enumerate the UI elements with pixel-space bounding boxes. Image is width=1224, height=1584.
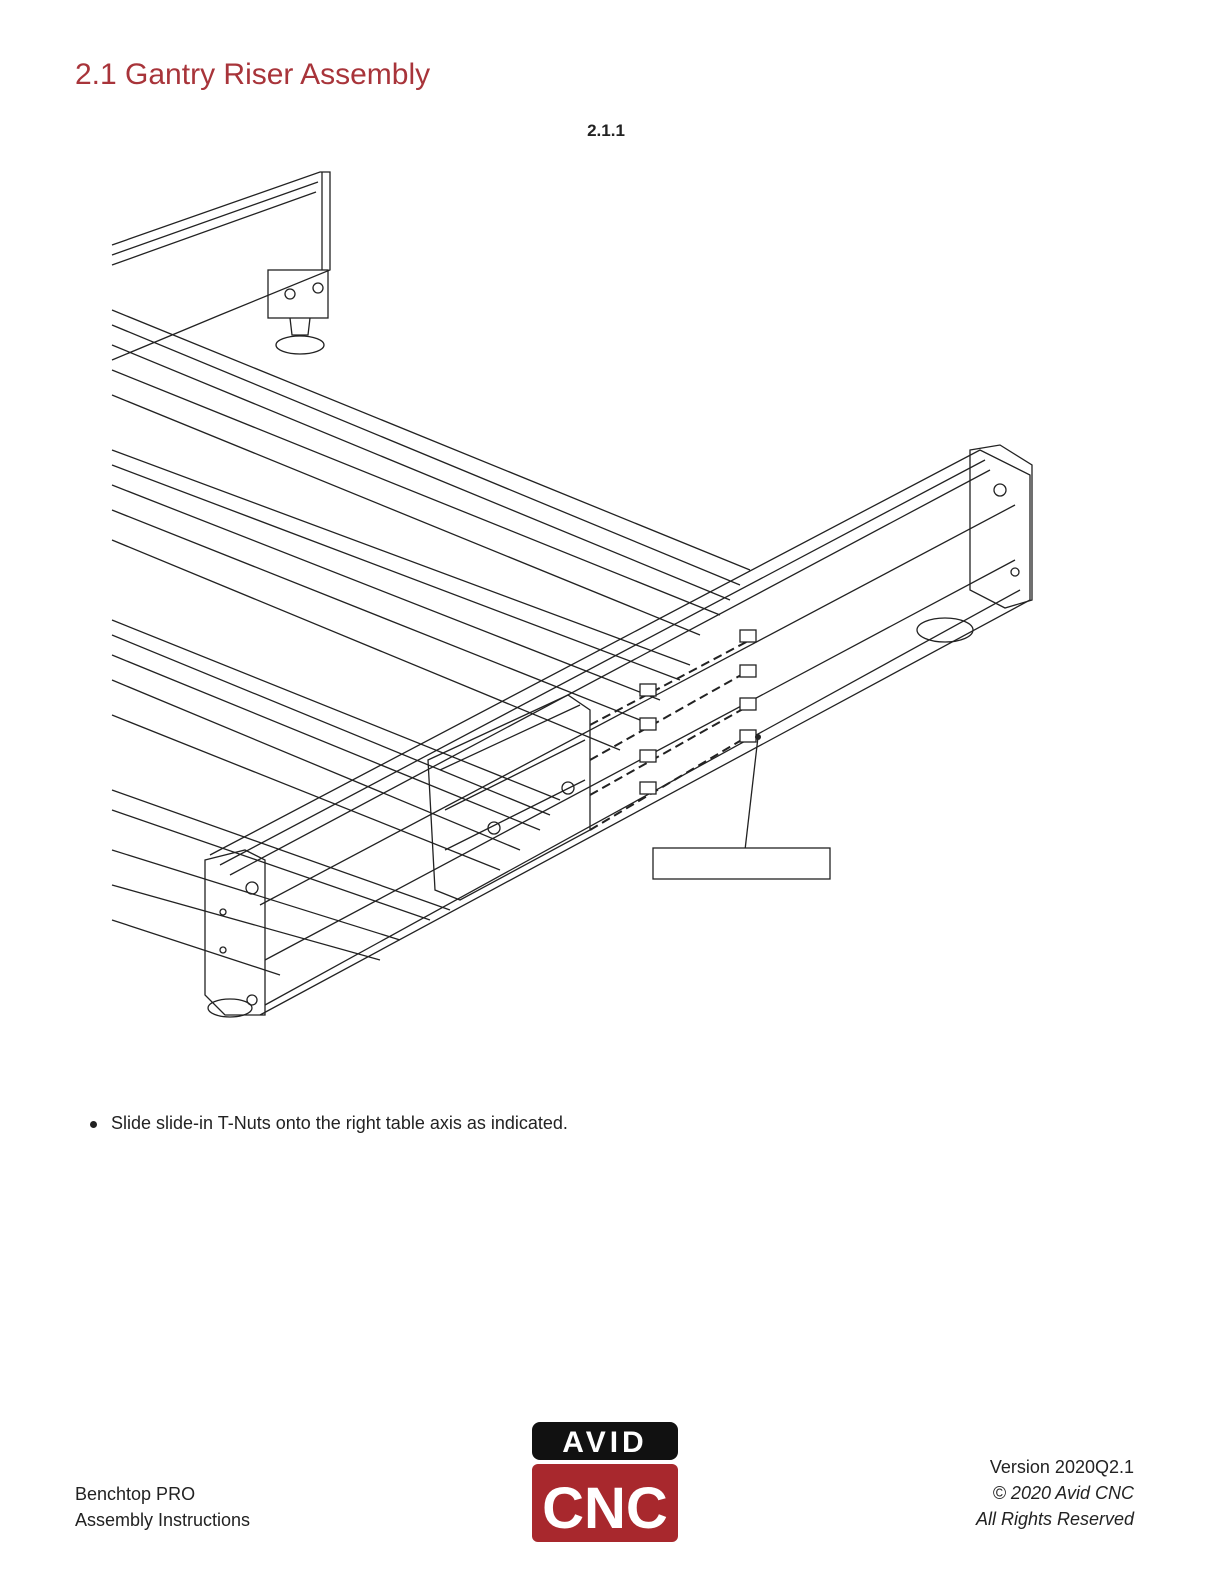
avid-cnc-logo <box>530 1420 680 1545</box>
logo-top-text: AVID <box>562 1426 648 1459</box>
section-title: 2.1 Gantry Riser Assembly <box>75 58 431 91</box>
assembly-drawing <box>100 160 1050 1040</box>
logo-bottom-text: CNC <box>542 1476 668 1541</box>
instruction-list <box>88 1113 568 1134</box>
rights: All Rights Reserved <box>975 1509 1134 1529</box>
document-type: Assembly Instructions <box>75 1510 251 1530</box>
footer-left <box>75 1481 250 1533</box>
callout-label-box <box>653 848 830 879</box>
footer-right <box>976 1454 1134 1532</box>
copyright: © 2020 Avid CNC <box>992 1483 1134 1503</box>
instruction-item: Slide slide-in T-Nuts onto the right table axis as indicated. <box>88 1113 568 1134</box>
step-number: 2.1.1 <box>587 121 625 140</box>
product-name: Benchtop PRO <box>75 1484 196 1504</box>
version: Version 2020Q2.1 <box>989 1457 1134 1477</box>
